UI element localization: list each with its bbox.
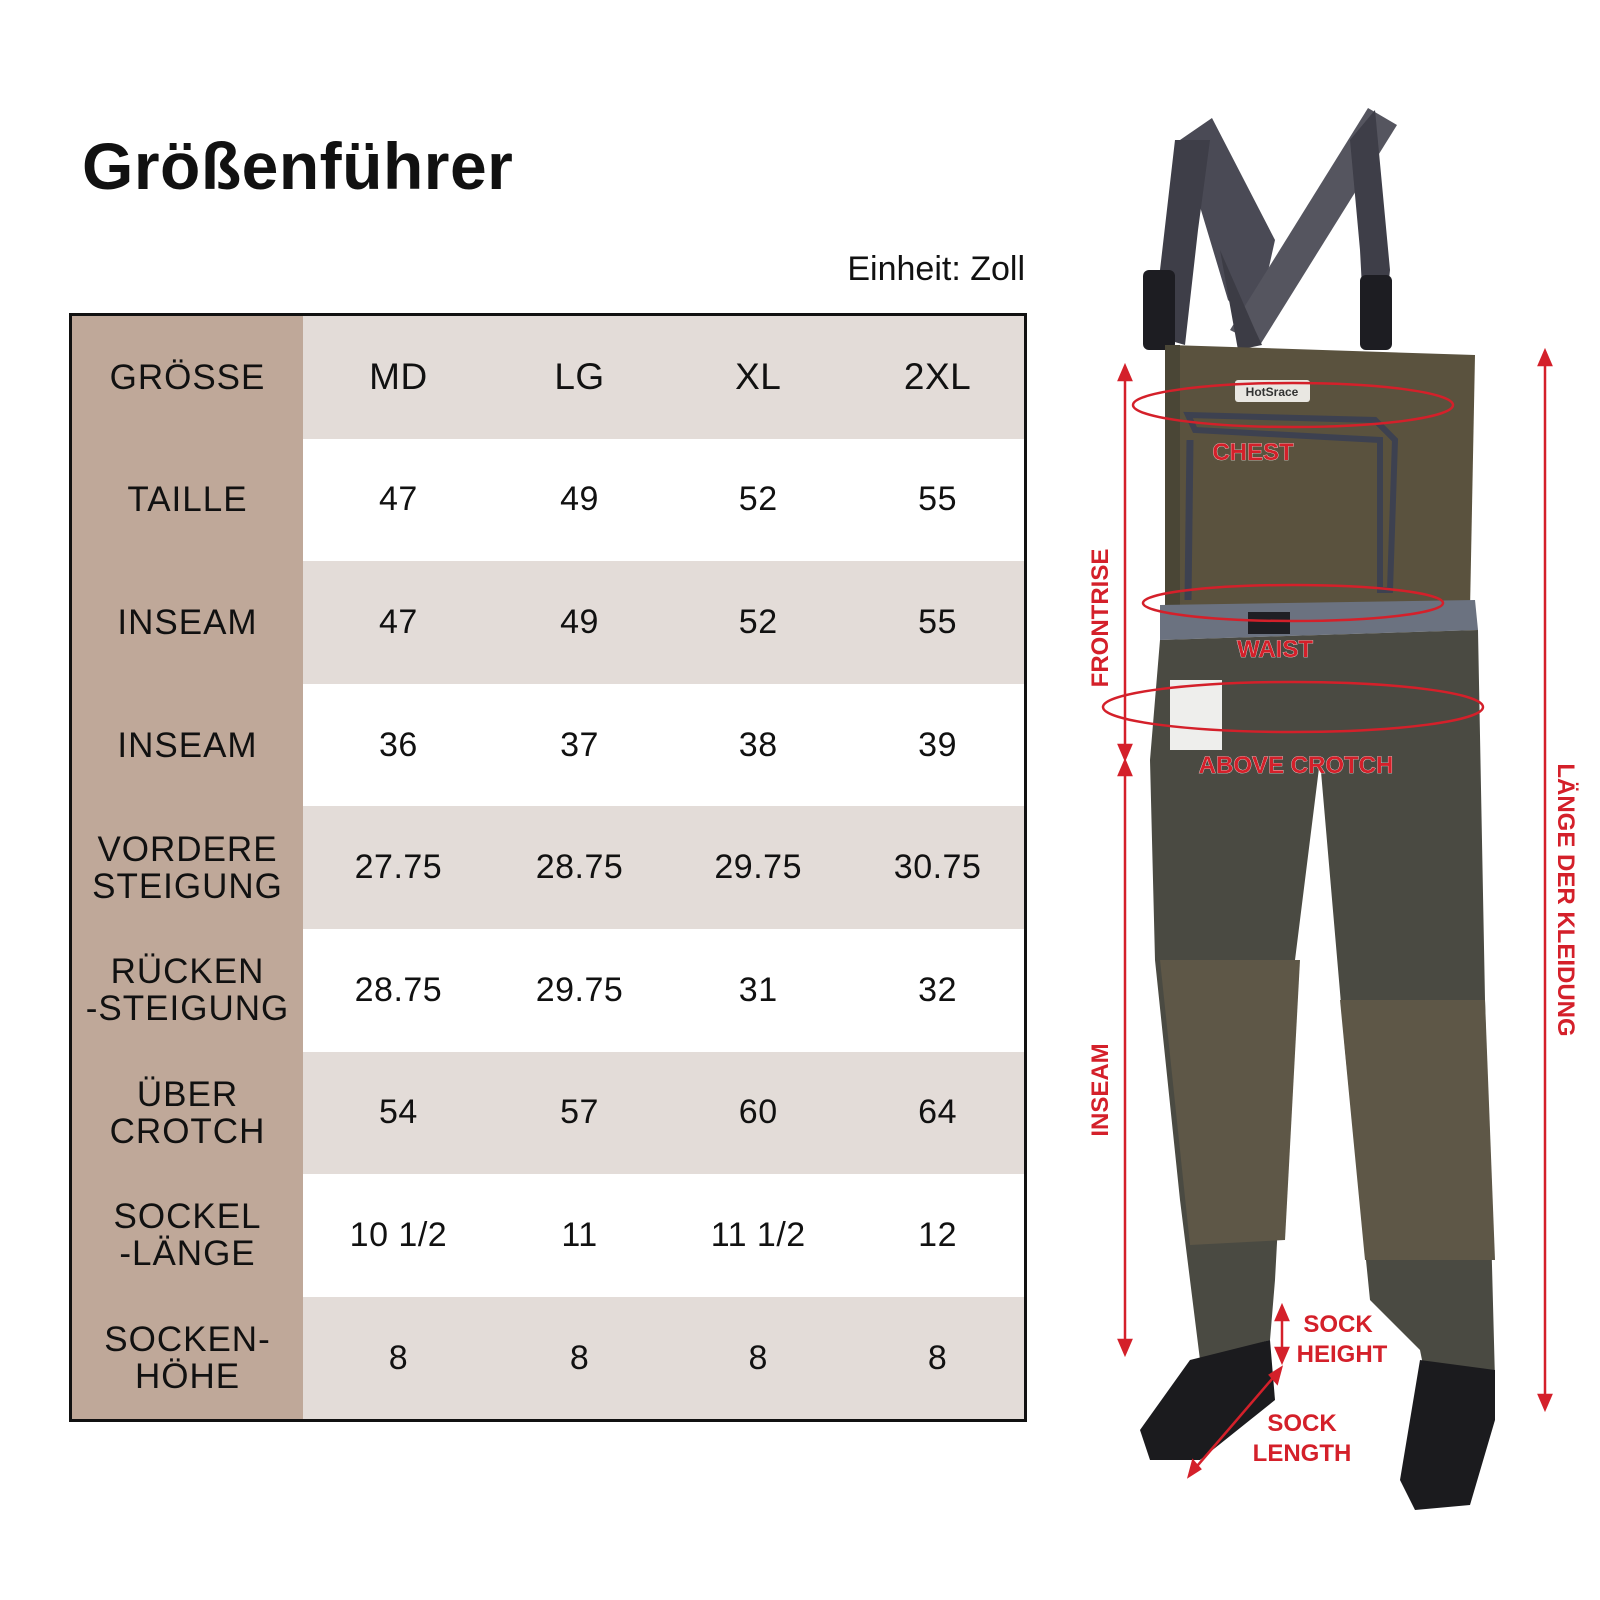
table-cell: 32 [851, 929, 1025, 1052]
waist-label: WAIST [1237, 636, 1313, 663]
table-row [71, 806, 1026, 929]
table-cell: 52 [665, 439, 851, 562]
wader-chest [1165, 345, 1475, 610]
table-cell: 57 [494, 1052, 665, 1175]
row-label [71, 1174, 304, 1297]
table-cell: 37 [494, 684, 665, 807]
row-label [71, 439, 304, 562]
size-header-lg: LG [494, 315, 665, 439]
row-label [71, 929, 304, 1052]
sock-length-label-line2: LENGTH [1252, 1440, 1352, 1467]
table-cell: 27.75 [303, 806, 494, 929]
table-cell: 54 [303, 1052, 494, 1175]
row-label-line: SOCKEL [113, 1197, 262, 1237]
table-row [71, 1052, 1026, 1175]
table-row [71, 561, 1026, 684]
size-header-md: MD [303, 315, 494, 439]
wader-figure [1040, 80, 1600, 1540]
chest-label: CHEST [1212, 439, 1294, 466]
row-label-line: -STEIGUNG [85, 989, 290, 1029]
row-label-line: CROTCH [109, 1111, 266, 1151]
table-cell: 10 1/2 [303, 1174, 494, 1297]
row-label-line: SOCKEN- [104, 1320, 271, 1360]
table-row [71, 684, 1026, 807]
table-cell: 8 [665, 1297, 851, 1421]
table-header-row [71, 315, 1026, 439]
size-header-2xl: 2XL [851, 315, 1025, 439]
neoprene-sock-right [1400, 1360, 1495, 1510]
row-label-line: VORDERE [97, 829, 278, 869]
size-header-xl: XL [665, 315, 851, 439]
row-label [71, 1052, 304, 1175]
sock-height-label-line1: SOCK [1303, 1311, 1373, 1338]
row-label-line: RÜCKEN [110, 952, 265, 992]
table-cell: 11 [494, 1174, 665, 1297]
table-cell: 47 [303, 561, 494, 684]
table-cell: 8 [303, 1297, 494, 1421]
table-cell: 28.75 [303, 929, 494, 1052]
wader-patch [1170, 680, 1222, 750]
row-label-line: INSEAM [117, 602, 258, 642]
suspender-straps [1143, 108, 1397, 350]
row-label [71, 806, 304, 929]
frontrise-label: FRONTRISE [1087, 548, 1114, 688]
table-cell: 47 [303, 439, 494, 562]
table-row [71, 929, 1026, 1052]
table-cell: 64 [851, 1052, 1025, 1175]
inseam-label: INSEAM [1087, 1043, 1114, 1137]
row-label-line: INSEAM [117, 725, 258, 765]
header-label: GRÖSSE [71, 315, 304, 439]
row-label [71, 1297, 304, 1421]
unit-label: Einheit: Zoll [847, 250, 1025, 288]
row-label-line: STEIGUNG [92, 866, 283, 906]
table-cell: 12 [851, 1174, 1025, 1297]
row-label-line: HÖHE [134, 1357, 241, 1397]
table-cell: 36 [303, 684, 494, 807]
row-label [71, 684, 304, 807]
above-crotch-label: ABOVE CROTCH [1198, 752, 1394, 779]
page-title: Größenführer [82, 129, 514, 203]
table-cell: 49 [494, 561, 665, 684]
table-cell: 52 [665, 561, 851, 684]
sock-length-label-line1: SOCK [1267, 1410, 1337, 1437]
row-label-line: TAILLE [127, 480, 248, 520]
table-cell: 55 [851, 561, 1025, 684]
table-cell: 30.75 [851, 806, 1025, 929]
table-row [71, 1174, 1026, 1297]
table-cell: 11 1/2 [665, 1174, 851, 1297]
size-chart-table [69, 313, 1027, 1422]
table-cell: 8 [494, 1297, 665, 1421]
table-cell: 60 [665, 1052, 851, 1175]
table-cell: 31 [665, 929, 851, 1052]
row-label-line: -LÄNGE [119, 1234, 256, 1274]
table-cell: 49 [494, 439, 665, 562]
table-row [71, 439, 1026, 562]
row-label-line: ÜBER [136, 1074, 239, 1114]
table-cell: 38 [665, 684, 851, 807]
garment-length-label: LÄNGE DER KLEIDUNG [1552, 763, 1579, 1037]
table-row [71, 1297, 1026, 1421]
brand-tag-text: HotSrace [1245, 385, 1299, 399]
table-cell: 55 [851, 439, 1025, 562]
sock-height-label-line2: HEIGHT [1296, 1341, 1388, 1368]
table-cell: 29.75 [665, 806, 851, 929]
table-cell: 28.75 [494, 806, 665, 929]
table-cell: 8 [851, 1297, 1025, 1421]
table-cell: 39 [851, 684, 1025, 807]
row-label [71, 561, 304, 684]
table-cell: 29.75 [494, 929, 665, 1052]
